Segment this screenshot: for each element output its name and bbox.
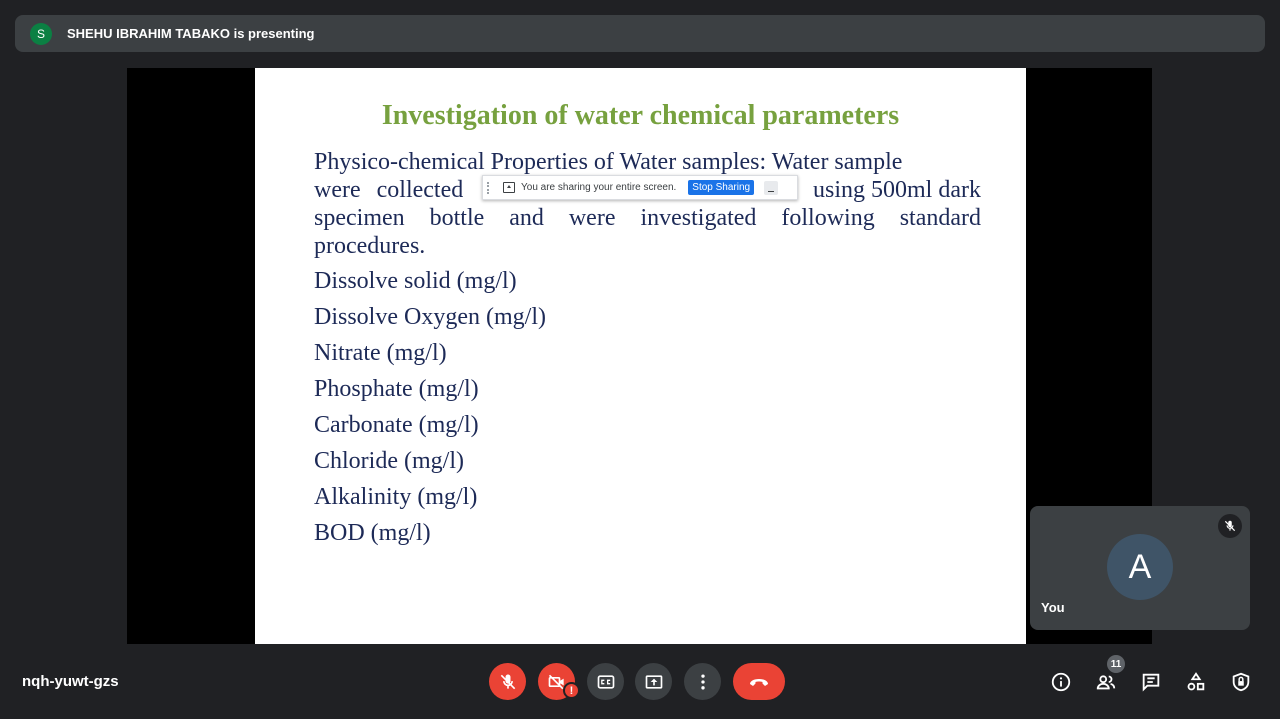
list-item: Dissolve Oxygen (mg/l) [314, 304, 546, 330]
stop-sharing-button[interactable]: Stop Sharing [688, 180, 754, 195]
list-item: Chloride (mg/l) [314, 448, 464, 474]
activities-icon [1185, 671, 1207, 693]
list-item: BOD (mg/l) [314, 520, 431, 546]
host-controls-icon [1230, 671, 1252, 693]
end-call-icon [747, 670, 771, 694]
list-item: Dissolve solid (mg/l) [314, 268, 517, 294]
participants-count-badge: 11 [1107, 655, 1125, 673]
chat-icon [1140, 671, 1162, 693]
slide-title: Investigation of water chemical parameters [381, 100, 900, 131]
chat-button[interactable] [1138, 669, 1164, 695]
present-button[interactable] [635, 663, 672, 700]
more-options-icon [693, 672, 713, 692]
present-icon [644, 672, 664, 692]
self-avatar: A [1107, 534, 1173, 600]
muted-mic-icon [1218, 514, 1242, 538]
meeting-details-button[interactable] [1048, 669, 1074, 695]
list-item: Carbonate (mg/l) [314, 412, 479, 438]
list-item: Nitrate (mg/l) [314, 340, 447, 366]
self-name: You [1041, 600, 1065, 615]
screen-share-bar [482, 175, 798, 200]
end-call-button[interactable] [733, 663, 785, 700]
captions-icon [596, 672, 616, 692]
share-status-text: You are sharing your entire screen. [521, 182, 677, 193]
slide-paragraph [314, 148, 981, 260]
para-line-3: specimen bottle and were investigated following standard [314, 205, 981, 231]
share-screen-icon [503, 182, 515, 193]
para-line-1: Physico-chemical Properties of Water samples: Water sample [314, 149, 903, 175]
presenting-text: SHEHU IBRAHIM TABAKO is presenting [67, 26, 315, 41]
presenting-banner [15, 15, 1265, 52]
drag-handle-icon[interactable] [487, 182, 491, 194]
para-line-2-end: using 500ml dark [813, 177, 981, 203]
activities-button[interactable] [1183, 669, 1209, 695]
presentation-slide [255, 68, 1026, 644]
self-video-tile[interactable] [1030, 506, 1250, 630]
more-options-button[interactable] [684, 663, 721, 700]
list-item: Phosphate (mg/l) [314, 376, 479, 402]
list-item: Alkalinity (mg/l) [314, 484, 478, 510]
captions-button[interactable] [587, 663, 624, 700]
camera-warning-badge: ! [563, 682, 580, 699]
hide-bar-button[interactable] [764, 181, 778, 195]
mic-off-icon [498, 672, 518, 692]
microphone-button[interactable] [489, 663, 526, 700]
meeting-code: nqh-yuwt-gzs [22, 673, 119, 690]
presenter-avatar: S [30, 23, 52, 45]
info-icon [1050, 671, 1072, 693]
para-line-2-start: were collected [314, 177, 464, 203]
parameter-list [314, 266, 546, 554]
host-controls-button[interactable] [1228, 669, 1254, 695]
para-line-4: procedures. [314, 233, 426, 259]
people-icon [1095, 671, 1117, 693]
